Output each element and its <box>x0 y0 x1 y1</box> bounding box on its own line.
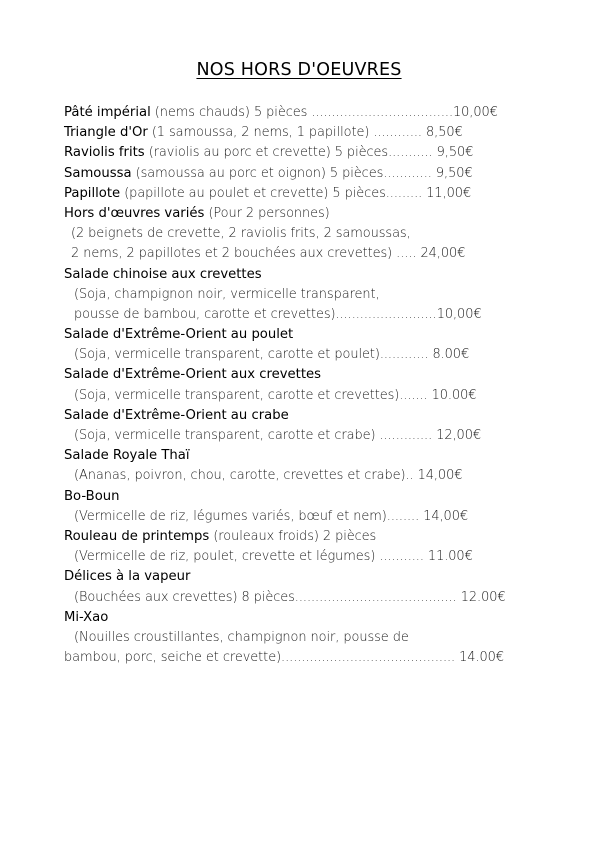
menu-line <box>64 386 532 406</box>
dish-description: (nems chauds) 5 pièces ...................................10,00€ <box>150 105 498 120</box>
dish-name: Salade chinoise aux crevettes <box>64 266 262 282</box>
dish-description: 2 nems, 2 papillotes et 2 bouchées aux crevettes) ..... 24,00€ <box>71 246 466 262</box>
dish-description: (papillote au poulet et crevette) 5 pièces......... 11,00€ <box>120 185 472 201</box>
menu-line <box>64 527 532 547</box>
menu-line <box>64 244 532 264</box>
dish-description: bambou, porc, seiche et crevette)........................................... 14.00€ <box>64 650 504 666</box>
menu-line <box>64 648 532 668</box>
dish-description: (Soja, vermicelle transparent, carotte et crabe) ............. 12,00€ <box>74 428 481 443</box>
menu-line <box>64 406 532 426</box>
dish-description: (Pour 2 personnes) <box>204 205 330 221</box>
menu-line <box>64 426 532 446</box>
dish-description: (1 samoussa, 2 nems, 1 papillote) ............ 8,50€ <box>147 125 463 141</box>
menu-line <box>64 204 532 224</box>
dish-name: Délices à la vapeur <box>64 569 191 585</box>
dish-description: (Ananas, poivron, chou, carotte, crevettes et crabe).. 14,00€ <box>74 468 463 484</box>
dish-name: Salade Royale Thaï <box>64 448 190 464</box>
menu-line <box>64 164 532 184</box>
dish-name: Rouleau de printemps <box>64 528 210 544</box>
dish-name: Triangle d'Or <box>64 125 148 141</box>
dish-name: Samoussa <box>64 165 132 181</box>
dish-description: (Soja, vermicelle transparent, carotte et crevettes)....... 10.00€ <box>74 387 477 403</box>
menu-line <box>64 507 532 527</box>
menu-line <box>64 325 532 345</box>
dish-name: Bo-Boun <box>64 488 120 504</box>
dish-name: Hors d'œuvres variés <box>64 205 205 221</box>
menu-line <box>64 123 532 143</box>
menu-line <box>64 143 532 163</box>
menu-line <box>64 487 532 507</box>
menu-line <box>64 265 532 285</box>
dish-description: (Bouchées aux crevettes) 8 pièces........................................ 12.00€ <box>74 589 506 605</box>
dish-name: Mi-Xao <box>64 609 109 625</box>
page-title: NOS HORS D'OEUVRES <box>196 60 402 80</box>
dish-description: (Soja, vermicelle transparent, carotte et poulet)............ 8.00€ <box>74 347 470 363</box>
dish-name: Salade d'Extrême-Orient au crabe <box>64 407 289 423</box>
dish-name: Pâté impérial <box>64 105 151 120</box>
menu-list <box>64 103 532 668</box>
menu-line <box>64 567 532 587</box>
dish-description: (Soja, champignon noir, vermicelle transparent, <box>74 286 380 302</box>
menu-line <box>64 608 532 628</box>
menu-line <box>64 628 532 648</box>
dish-name: Salade d'Extrême-Orient au poulet <box>64 327 294 343</box>
menu-line <box>64 224 532 244</box>
menu-line <box>64 285 532 305</box>
menu-line <box>64 305 532 325</box>
dish-name: Papillote <box>64 185 121 201</box>
dish-description: (Vermicelle de riz, légumes variés, bœuf et nem)........ 14,00€ <box>74 508 468 524</box>
dish-name: Salade d'Extrême-Orient aux crevettes <box>64 367 321 383</box>
menu-line <box>64 345 532 365</box>
dish-description: (samoussa au porc et oignon) 5 pièces............ 9,50€ <box>131 165 473 181</box>
dish-description: (2 beignets de crevette, 2 raviolis frits, 2 samoussas, <box>71 226 411 242</box>
dish-description: (raviolis au porc et crevette) 5 pièces........... 9,50€ <box>144 145 474 161</box>
menu-line <box>64 365 532 385</box>
menu-line <box>64 466 532 486</box>
menu-line <box>64 547 532 567</box>
menu-line <box>64 184 532 204</box>
menu-line <box>64 588 532 608</box>
dish-description: (Vermicelle de riz, poulet, crevette et légumes) ........... 11.00€ <box>74 549 473 565</box>
menu-line <box>64 446 532 466</box>
dish-description: (rouleaux froids) 2 pièces <box>209 528 377 544</box>
dish-description: (Nouilles croustillantes, champignon noir, pousse de <box>74 629 409 645</box>
menu-line <box>64 103 532 123</box>
dish-description: pousse de bambou, carotte et crevettes).........................10,00€ <box>74 306 482 322</box>
dish-name: Raviolis frits <box>64 145 145 161</box>
